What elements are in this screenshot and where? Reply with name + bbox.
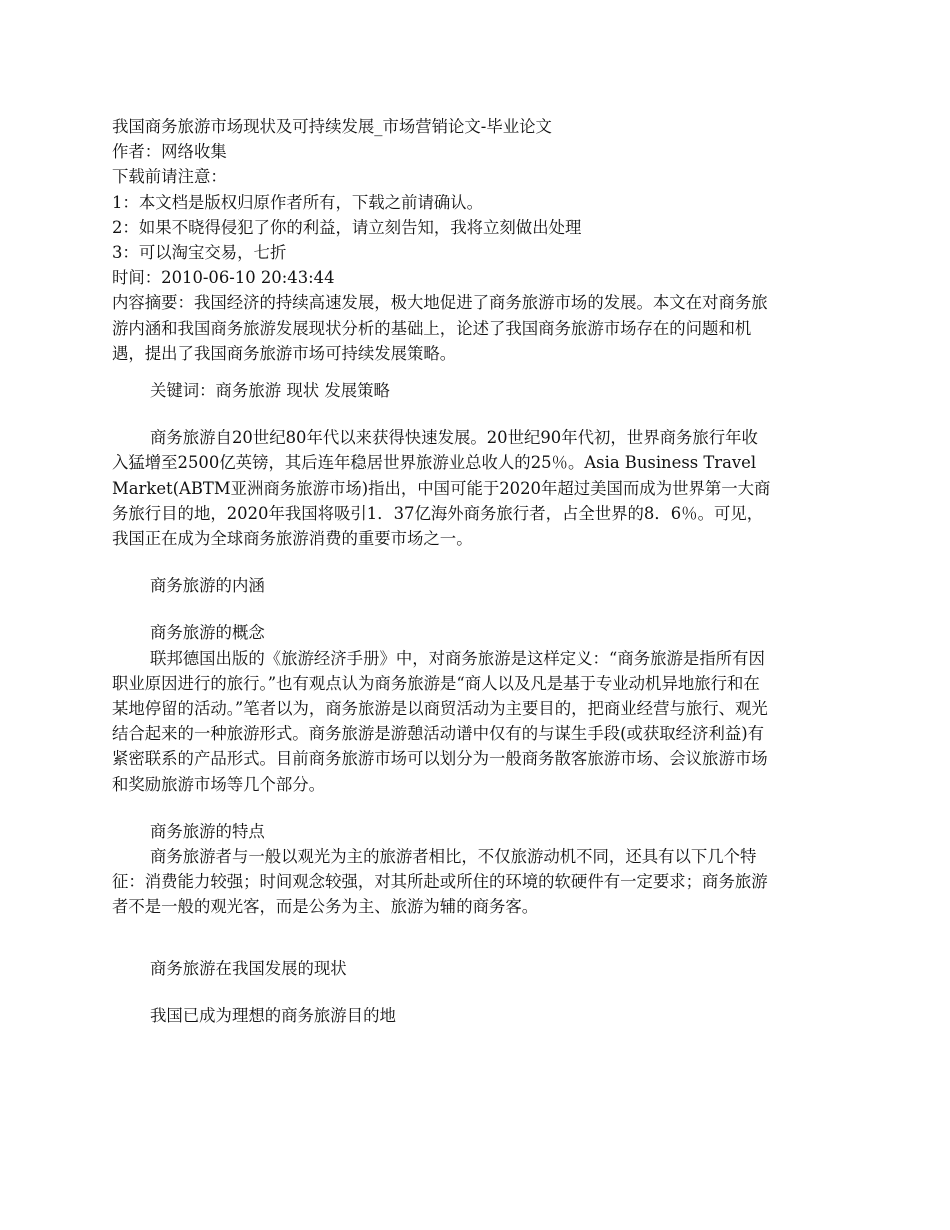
subsection-heading-concept: 商务旅游的概念 [150,623,265,643]
author-line: 作者：网络收集 [112,142,227,162]
section-heading-connotation: 商务旅游的内涵 [150,576,265,596]
subsection-heading-destination: 我国已成为理想的商务旅游目的地 [150,1005,396,1025]
abstract-paragraph: 内容摘要：我国经济的持续高速发展，极大地促进了商务旅游市场的发展。本文在对商务旅游内涵和我国商务旅游发展现状分析的基础上，论述了我国商务旅游市场存在的问题和机遇，提出了我国商务旅游市场可持续发展策略。 [112,293,768,363]
section-heading-status: 商务旅游在我国发展的现状 [150,958,347,978]
features-paragraph: 商务旅游者与一般以观光为主的旅游者相比，不仅旅游动机不同，还具有以下几个特征：消费能力较强；时间观念较强，对其所赴或所住的环境的软硬件有一定要求；商务旅游者不是一般的观光客，而是公务为主、旅游为辅的商务客。 [112,847,768,917]
keywords-line: 关键词：商务旅游 现状 发展策略 [150,381,390,401]
notice-item: 2：如果不晓得侵犯了你的利益，请立刻告知，我将立刻做出处理 [112,217,582,237]
notice-heading: 下载前请注意： [112,167,227,187]
notice-item: 3：可以淘宝交易，七折 [112,243,287,263]
document-body [112,114,772,1028]
subsection-heading-features: 商务旅游的特点 [150,821,265,841]
document-title: 我国商务旅游市场现状及可持续发展_市场营销论文-毕业论文 [112,117,552,136]
intro-paragraph: 商务旅游自20世纪80年代以来获得快速发展。20世纪90年代初，世界商务旅行年收入猛增至2500亿英镑，其后连年稳居世界旅游业总收人的25％。Asia Business Travel Market(ABTM亚洲商务旅游市场)指出，中国可能于2020年超过美国而成为世界第一大商务旅行目的地，2020年我国将吸引1．37亿海外商务旅行者，占全世界的8．6％。可见，我国正在成为全球商务旅游消费的重要市场之一。 [112,428,771,549]
notice-item: 1：本文档是版权归原作者所有，下载之前请确认。 [112,192,484,212]
concept-paragraph: 联邦德国出版的《旅游经济手册》中，对商务旅游是这样定义：“商务旅游是指所有因职业原因进行的旅行。”也有观点认为商务旅游是“商人以及凡是基于专业动机异地旅行和在某地停留的活动。”笔者以为，商务旅游是以商贸活动为主要目的，把商业经营与旅行、观光结合起来的一种旅游形式。商务旅游是游憩活动谱中仅有的与谋生手段(或获取经济利益)有紧密联系的产品形式。目前商务旅游市场可以划分为一般商务散客旅游市场、会议旅游市场和奖励旅游市场等几个部分。 [112,648,768,794]
time-line: 时间：2010-06-10 20:43:44 [112,268,335,288]
